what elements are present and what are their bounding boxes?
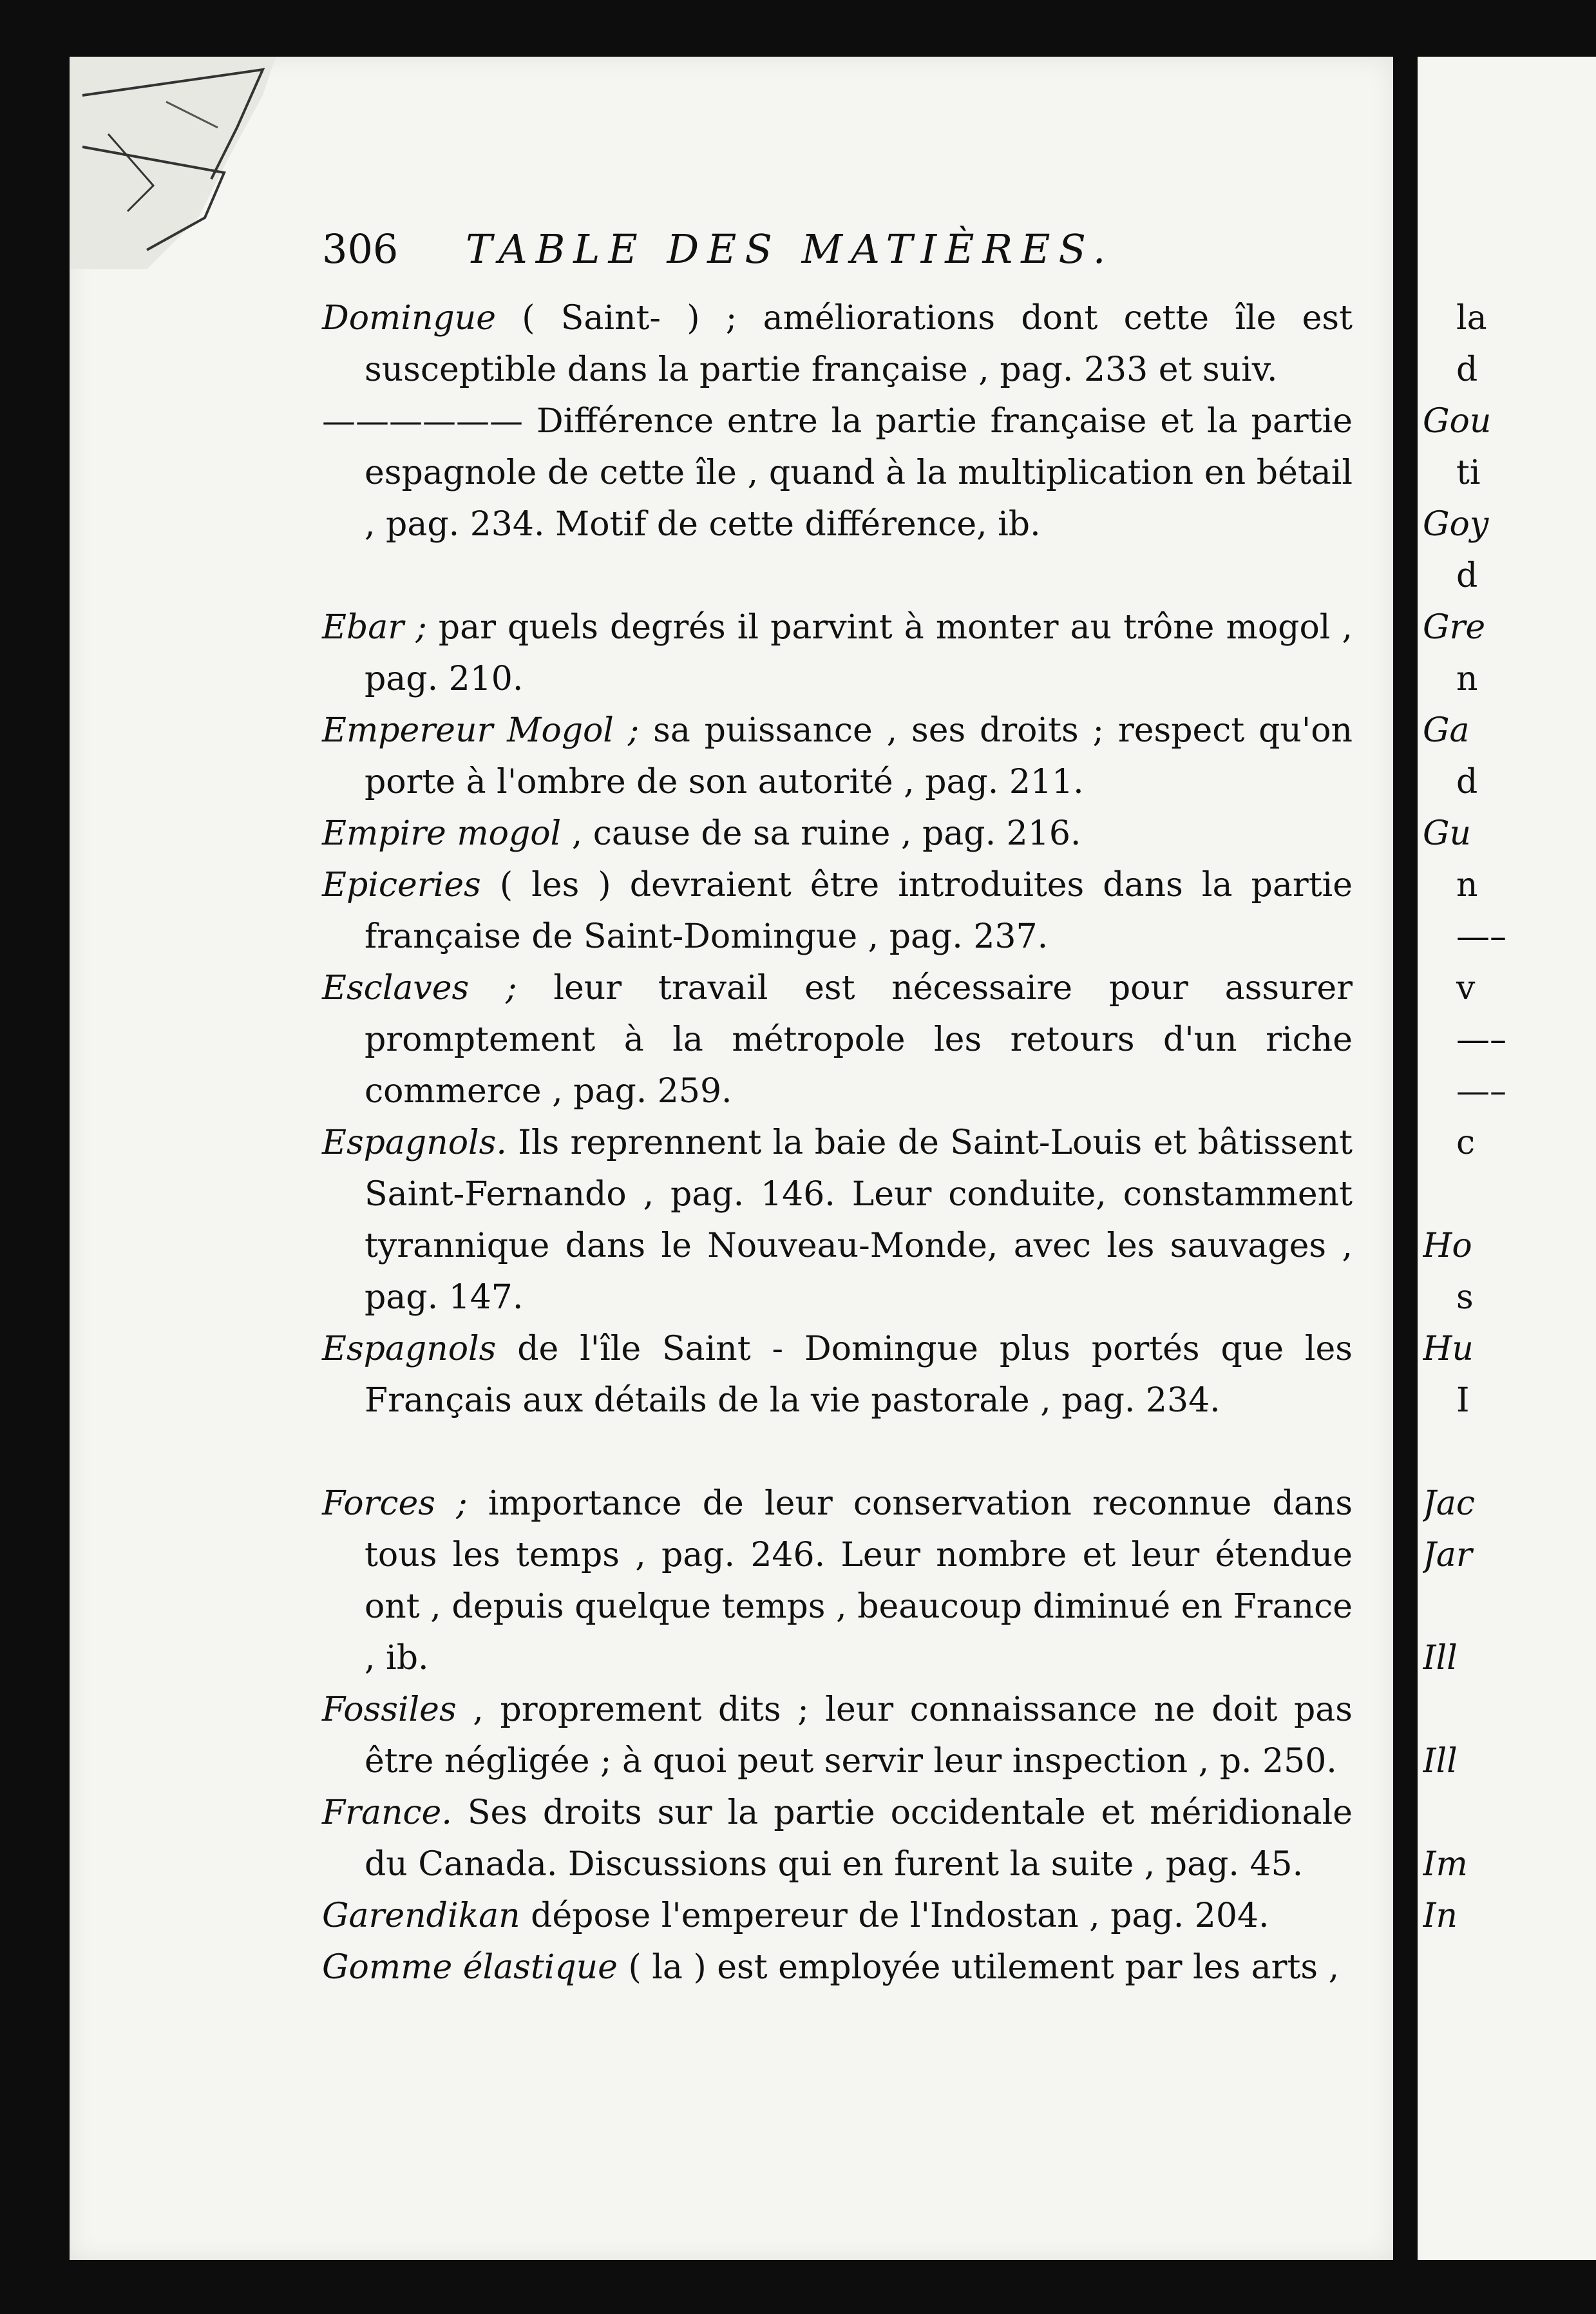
right-page-line: Ga <box>1423 711 1470 750</box>
right-page-line: v <box>1456 969 1476 1008</box>
right-page-line: Jar <box>1423 1536 1472 1574</box>
entry-headword: France. <box>322 1793 452 1832</box>
right-page-line: Ill <box>1423 1639 1458 1678</box>
right-page-line <box>1423 1684 1596 1736</box>
index-entry <box>322 602 1353 705</box>
entry-headword: Espagnols <box>322 1330 497 1368</box>
index-entry <box>322 1787 1353 1890</box>
right-page-line <box>1423 1787 1596 1839</box>
right-page-line: n <box>1456 866 1478 904</box>
right-page-line: —– <box>1456 1072 1506 1111</box>
book-gutter <box>1393 39 1418 2274</box>
left-page <box>70 57 1393 2260</box>
index-entry <box>322 1890 1353 1942</box>
right-page-line: Jac <box>1423 1484 1475 1523</box>
entry-text: , cause de sa ruine , pag. 216. <box>561 814 1081 853</box>
right-page-line: s <box>1456 1278 1474 1317</box>
right-page-line: ti <box>1456 454 1481 492</box>
page-header <box>322 225 1224 303</box>
right-page-line: n <box>1456 660 1478 698</box>
index-entry <box>322 962 1353 1117</box>
index-entry <box>322 705 1353 808</box>
right-page-line: Ill <box>1423 1742 1458 1781</box>
right-page-line <box>1423 1426 1596 1478</box>
index-entry <box>322 1117 1353 1323</box>
entry-headword: Gomme élastique <box>322 1948 618 1987</box>
index-entry <box>322 292 1353 396</box>
folded-corner-icon <box>70 57 276 269</box>
entry-text: ( les ) devraient être introduites dans la partie française de Saint-Domingue , pag. 237. <box>365 866 1353 956</box>
entry-headword: Domingue <box>322 299 496 338</box>
page-number: 306 <box>322 225 399 273</box>
entry-text: Ses droits sur la partie occidentale et méridionale du Canada. Discussions qui en furent la suite , pag. 45. <box>365 1793 1353 1884</box>
right-page-line <box>1423 1581 1596 1632</box>
index-entry <box>322 1684 1353 1787</box>
entry-text: Différence entre la partie française et la partie espagnole de cette île , quand à la multiplication en bétail , pag. 234. Motif de cette différence, ib. <box>365 402 1353 544</box>
index-body <box>322 292 1353 1993</box>
right-page-line: c <box>1456 1124 1476 1162</box>
right-page-line <box>1423 1169 1596 1220</box>
index-entry <box>322 859 1353 962</box>
right-page-line: Im <box>1423 1845 1468 1884</box>
entry-text: importance de leur conservation reconnue dans tous les temps , pag. 246. Leur nombre et leur étendue ont , depuis quelque temps , beaucoup diminué en France , ib. <box>365 1484 1353 1678</box>
index-entry <box>322 808 1353 859</box>
entry-headword: Fossiles <box>322 1690 457 1729</box>
index-entry <box>322 396 1353 550</box>
index-entry <box>322 1942 1353 1993</box>
right-page-line: —– <box>1456 1020 1506 1059</box>
entry-headword: Ebar ; <box>322 608 427 647</box>
right-page-line: Ho <box>1423 1227 1472 1265</box>
right-page-fragments <box>1423 292 1596 1942</box>
entry-headword: Garendikan <box>322 1897 520 1935</box>
entry-text: de l'île Saint - Domingue plus portés que les Français aux détails de la vie pastorale , pag. 234. <box>365 1330 1353 1420</box>
entry-headword: Forces ; <box>322 1484 468 1523</box>
entry-headword: Empire mogol <box>322 814 562 853</box>
entry-headword: —————— <box>322 402 523 441</box>
right-page-line: d <box>1456 763 1478 801</box>
entry-text: leur travail est nécessaire pour assurer promptement à la métropole les retours d'un riche commerce , pag. 259. <box>365 969 1353 1111</box>
entry-text: Ils reprennent la baie de Saint-Louis et bâtissent Saint-Fernando , pag. 146. Leur conduite, constamment tyrannique dans le Nouveau-Monde, avec les sauvages , pag. 147. <box>365 1124 1353 1317</box>
right-page-line: In <box>1423 1897 1458 1935</box>
index-entry <box>322 1478 1353 1684</box>
right-page <box>1418 57 1596 2260</box>
right-page-line: d <box>1456 350 1478 389</box>
entry-text: dépose l'empereur de l'Indostan , pag. 204. <box>520 1897 1269 1935</box>
section-gap <box>322 550 1353 602</box>
right-page-line: Gre <box>1423 608 1486 647</box>
right-page-line: Gou <box>1423 402 1492 441</box>
entry-text: , proprement dits ; leur connaissance ne doit pas être négligée ; à quoi peut servir leur inspection , p. 250. <box>365 1690 1353 1781</box>
section-gap <box>322 1426 1353 1478</box>
entry-text: par quels degrés il parvint à monter au trône mogol , pag. 210. <box>365 608 1353 698</box>
entry-text: ( la ) est employée utilement par les arts , <box>617 1948 1340 1987</box>
running-title: TABLE DES MATIÈRES. <box>466 225 1114 273</box>
right-page-line: I <box>1456 1381 1470 1420</box>
entry-text: ( Saint- ) ; améliorations dont cette île est susceptible dans la partie française , pag. 233 et suiv. <box>365 299 1353 389</box>
right-page-line: —– <box>1456 917 1506 956</box>
entry-headword: Esclaves ; <box>322 969 517 1008</box>
entry-headword: Epiceries <box>322 866 481 904</box>
right-page-line: Goy <box>1423 505 1489 544</box>
right-page-line: la <box>1456 299 1487 338</box>
entry-headword: Empereur Mogol ; <box>322 711 640 750</box>
right-page-line: Gu <box>1423 814 1472 853</box>
right-page-line: d <box>1456 557 1478 595</box>
entry-headword: Espagnols. <box>322 1124 507 1162</box>
right-page-line: Hu <box>1423 1330 1474 1368</box>
entry-text: sa puissance , ses droits ; respect qu'on porte à l'ombre de son autorité , pag. 211. <box>365 711 1353 801</box>
index-entry <box>322 1323 1353 1426</box>
